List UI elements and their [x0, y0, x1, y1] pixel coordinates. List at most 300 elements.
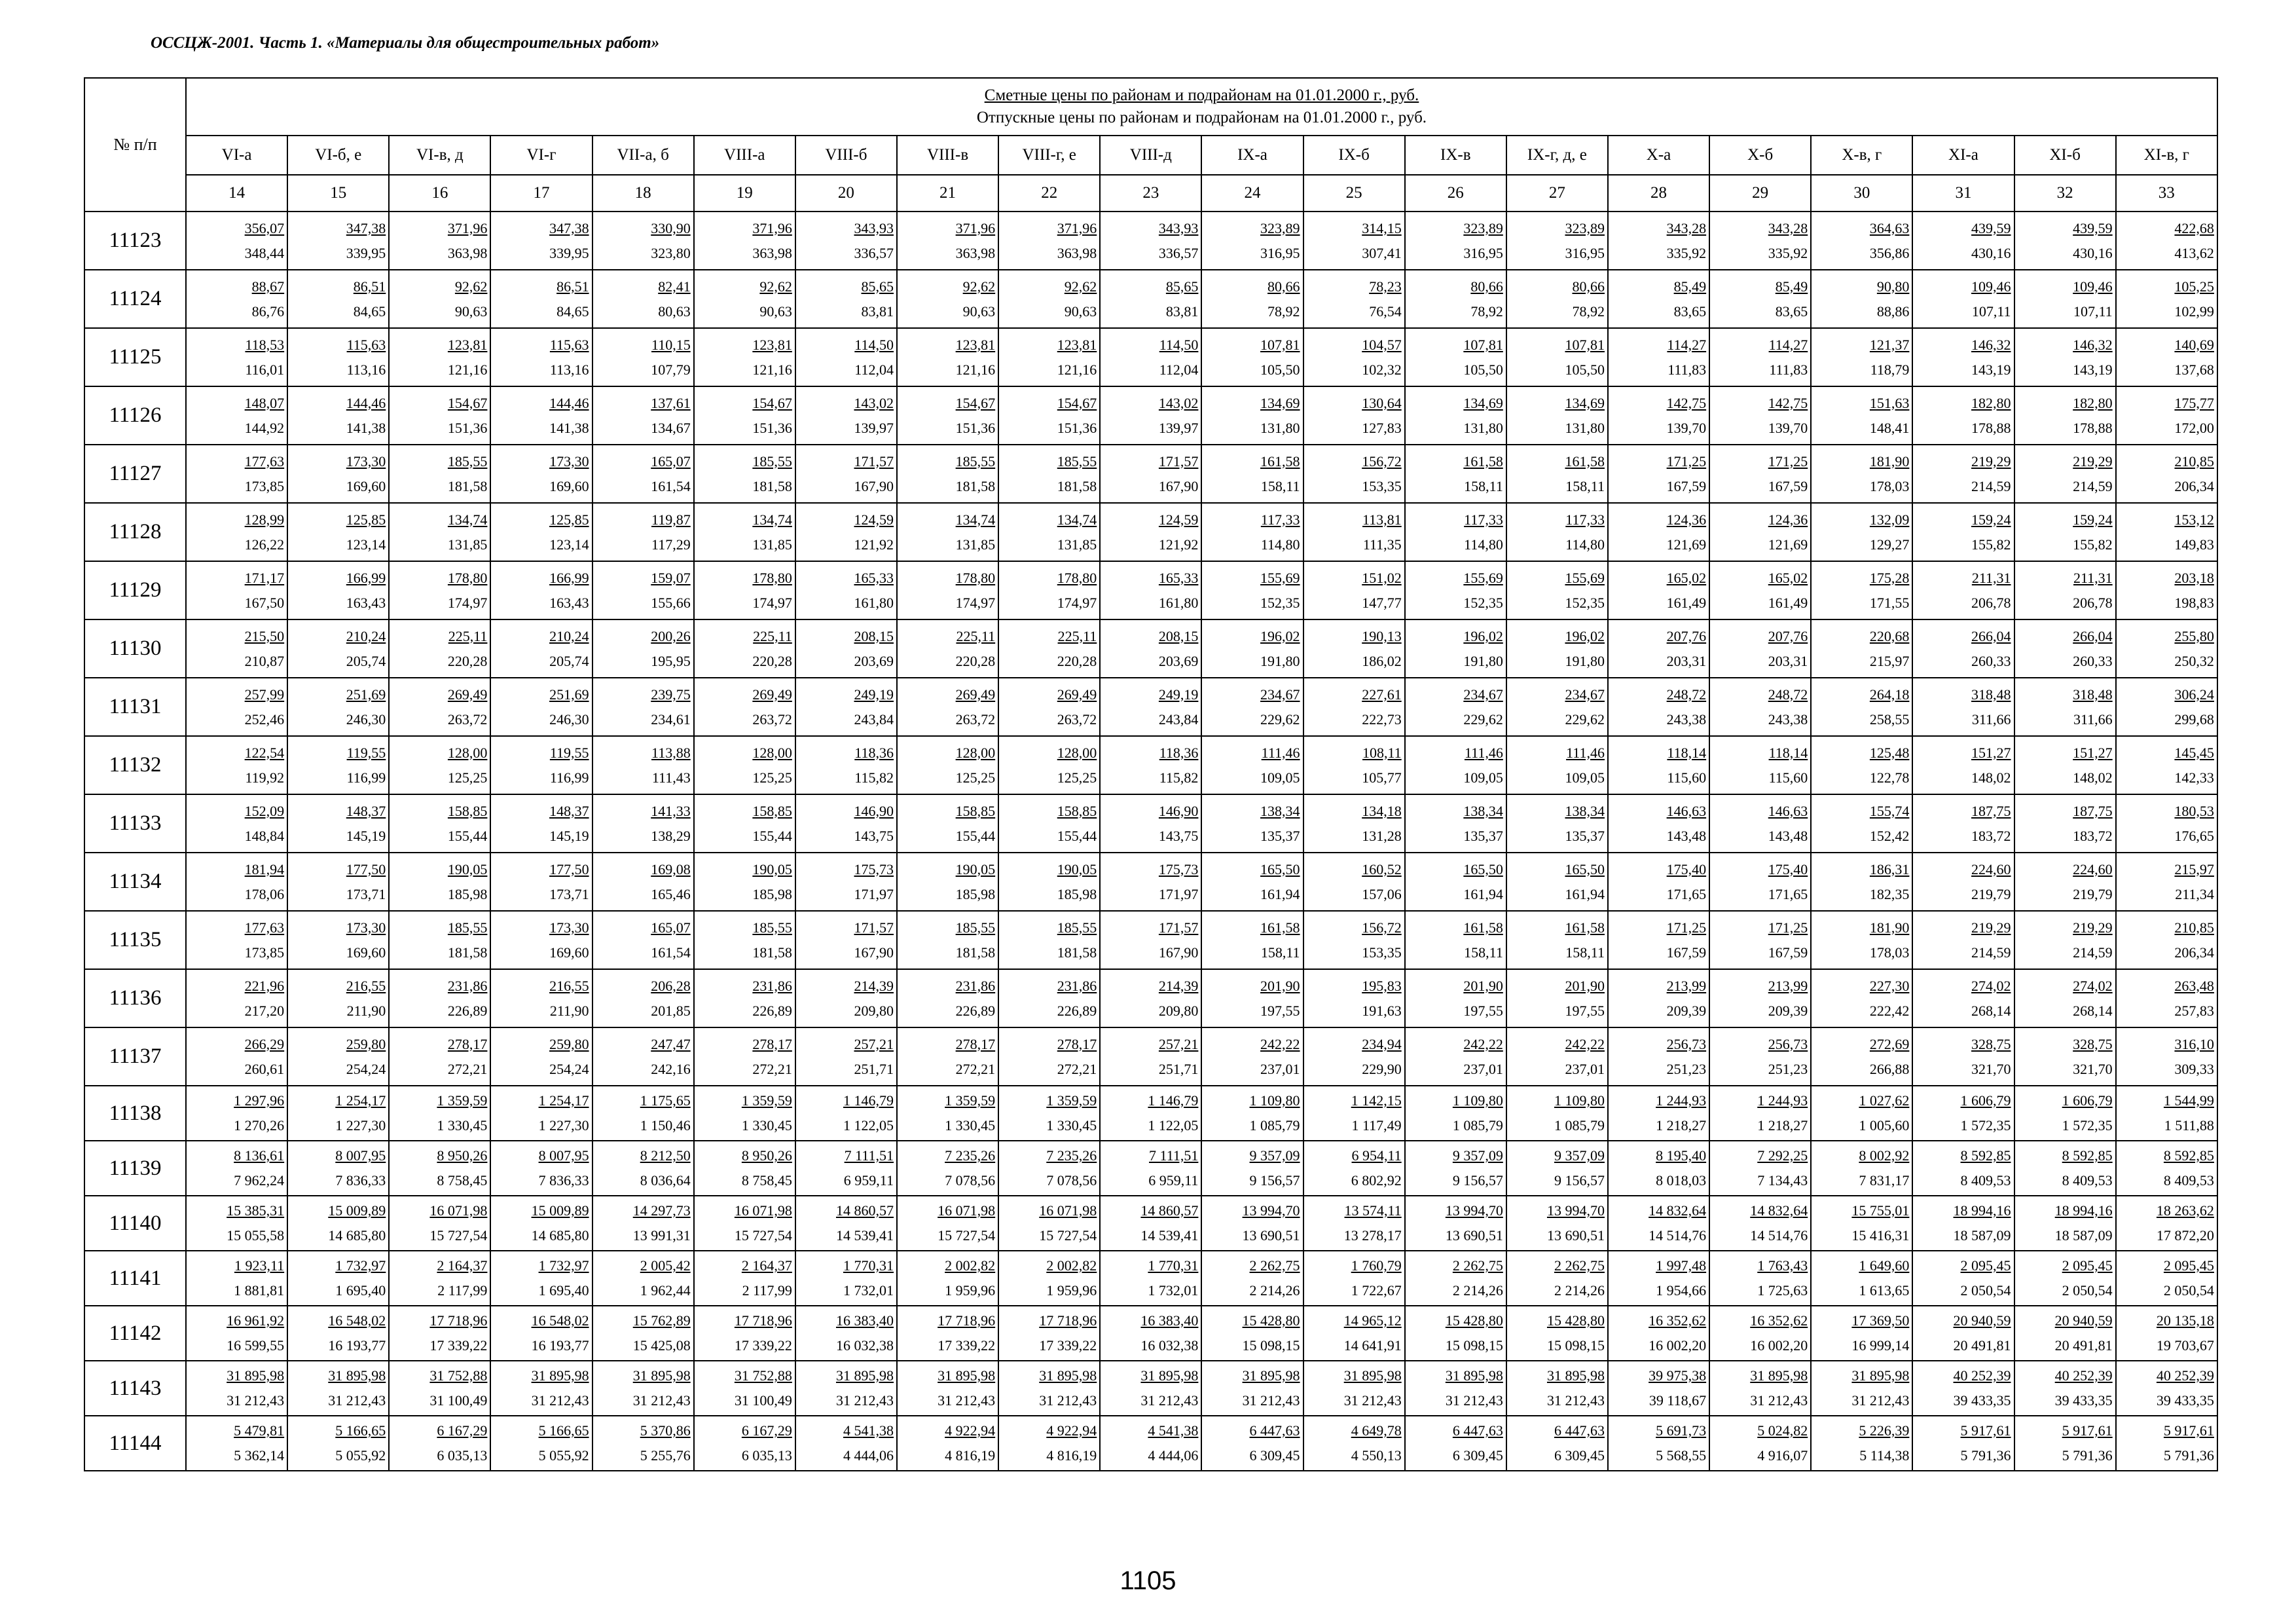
estimate-price: 213,99 — [1768, 977, 1808, 994]
release-price: 17 872,20 — [2156, 1227, 2214, 1244]
release-price: 8 409,53 — [1960, 1172, 2011, 1189]
release-price: 272,21 — [447, 1060, 488, 1077]
estimate-price: 8 950,26 — [437, 1147, 488, 1164]
estimate-price: 117,33 — [1464, 511, 1503, 528]
price-cell — [1811, 1361, 1912, 1416]
price-cell — [795, 736, 897, 794]
price-cell — [1201, 1027, 1303, 1086]
estimate-price: 343,28 — [1768, 219, 1808, 236]
estimate-price: 17 369,50 — [1851, 1312, 1910, 1329]
release-price: 1 150,46 — [640, 1117, 691, 1134]
page-number: 1105 — [1120, 1566, 1176, 1595]
release-price: 125,25 — [752, 769, 792, 786]
price-cell — [1709, 270, 1811, 328]
price-cell — [389, 969, 490, 1027]
price-cell — [1303, 561, 1405, 619]
estimate-price: 225,11 — [956, 627, 996, 644]
release-price: 1 330,45 — [1046, 1117, 1097, 1134]
estimate-price: 16 352,62 — [1649, 1312, 1707, 1329]
release-price: 272,21 — [752, 1060, 792, 1077]
material-code: 11143 — [84, 1361, 186, 1416]
release-price: 363,98 — [1057, 244, 1097, 261]
price-cell — [1303, 328, 1405, 386]
column-number: 18 — [592, 175, 694, 212]
price-cell — [1506, 794, 1608, 853]
price-cell — [186, 853, 287, 911]
estimate-price: 4 541,38 — [1148, 1422, 1199, 1439]
release-price: 20 491,81 — [1953, 1337, 2011, 1354]
estimate-price: 248,72 — [1768, 686, 1808, 703]
price-cell — [1201, 911, 1303, 969]
price-cell — [2014, 678, 2116, 736]
price-cell — [1506, 270, 1608, 328]
release-price: 173,71 — [346, 885, 386, 902]
estimate-price: 31 895,98 — [227, 1367, 285, 1384]
release-price: 181,58 — [752, 477, 792, 494]
estimate-price: 17 718,96 — [938, 1312, 996, 1329]
release-price: 13 690,51 — [1546, 1227, 1605, 1244]
price-cell — [1811, 969, 1912, 1027]
estimate-price: 13 574,11 — [1344, 1202, 1402, 1219]
price-cell — [1201, 1306, 1303, 1361]
estimate-price: 171,17 — [244, 569, 285, 586]
price-cell — [1912, 503, 2014, 561]
price-cell — [1201, 503, 1303, 561]
price-cell — [1506, 561, 1608, 619]
price-cell — [1608, 736, 1709, 794]
estimate-price: 8 002,92 — [1859, 1147, 1910, 1164]
price-cell — [287, 503, 389, 561]
release-price: 167,90 — [854, 944, 894, 961]
price-cell — [389, 619, 490, 678]
price-cell — [389, 1306, 490, 1361]
price-cell — [998, 1027, 1100, 1086]
material-code: 11142 — [84, 1306, 186, 1361]
price-cell — [1608, 1306, 1709, 1361]
estimate-price: 219,29 — [1971, 919, 2011, 936]
release-price: 152,35 — [1463, 594, 1503, 611]
district-header: VII-а, б — [592, 136, 694, 175]
release-price: 167,59 — [1666, 944, 1707, 961]
estimate-price: 371,96 — [752, 219, 792, 236]
release-price: 214,59 — [2073, 477, 2113, 494]
release-price: 143,75 — [1158, 827, 1199, 844]
price-cell — [389, 270, 490, 328]
release-price: 174,97 — [1057, 594, 1097, 611]
release-price: 131,80 — [1260, 419, 1300, 436]
release-price: 7 831,17 — [1859, 1172, 1910, 1189]
district-header: XI-б — [2014, 136, 2116, 175]
estimate-price: 161,58 — [1260, 919, 1300, 936]
estimate-price: 190,13 — [1362, 627, 1402, 644]
price-cell — [389, 911, 490, 969]
estimate-price: 16 548,02 — [531, 1312, 589, 1329]
estimate-price: 154,67 — [752, 394, 792, 411]
estimate-price: 1 359,59 — [437, 1092, 488, 1109]
estimate-price: 16 383,40 — [835, 1312, 894, 1329]
district-header: IX-б — [1303, 136, 1405, 175]
estimate-price: 5 226,39 — [1859, 1422, 1910, 1439]
estimate-price: 328,75 — [2073, 1035, 2113, 1052]
estimate-price: 16 071,98 — [938, 1202, 996, 1219]
material-code: 11131 — [84, 678, 186, 736]
price-cell — [1506, 386, 1608, 445]
price-cell — [1608, 969, 1709, 1027]
release-price: 1 695,40 — [335, 1282, 386, 1299]
price-cell — [998, 853, 1100, 911]
material-code: 11127 — [84, 445, 186, 503]
district-header: VIII-г, е — [998, 136, 1100, 175]
release-price: 7 078,56 — [945, 1172, 996, 1189]
estimate-price: 155,74 — [1869, 802, 1910, 819]
price-cell — [1912, 1086, 2014, 1141]
estimate-price: 1 649,60 — [1859, 1257, 1910, 1274]
estimate-price: 111,46 — [1464, 744, 1503, 761]
price-cell — [490, 911, 592, 969]
price-cell — [694, 619, 795, 678]
estimate-price: 8 195,40 — [1656, 1147, 1707, 1164]
price-cell — [1100, 1306, 1201, 1361]
price-cell — [795, 328, 897, 386]
price-cell — [287, 1027, 389, 1086]
estimate-price: 422,68 — [2174, 219, 2214, 236]
district-header: X-в, г — [1811, 136, 1912, 175]
price-cell — [490, 1141, 592, 1196]
price-cell — [592, 328, 694, 386]
release-price: 14 539,41 — [835, 1227, 894, 1244]
release-price: 15 727,54 — [938, 1227, 996, 1244]
price-cell — [389, 736, 490, 794]
estimate-price: 227,30 — [1869, 977, 1910, 994]
estimate-price: 122,54 — [244, 744, 285, 761]
price-cell — [795, 1306, 897, 1361]
estimate-price: 16 383,40 — [1140, 1312, 1199, 1329]
estimate-price: 178,80 — [1057, 569, 1097, 586]
release-price: 217,20 — [244, 1002, 285, 1019]
price-cell — [1405, 911, 1506, 969]
release-price: 142,33 — [2174, 769, 2214, 786]
price-cell — [1100, 1416, 1201, 1471]
release-price: 9 156,57 — [1249, 1172, 1300, 1189]
estimate-price: 269,49 — [752, 686, 792, 703]
release-price: 203,69 — [1158, 652, 1199, 669]
table-row — [84, 969, 2217, 1027]
estimate-price: 85,65 — [1165, 278, 1199, 295]
price-cell — [592, 212, 694, 270]
estimate-price: 165,02 — [1666, 569, 1707, 586]
release-price: 219,79 — [2073, 885, 2113, 902]
estimate-price: 219,29 — [2073, 452, 2113, 470]
estimate-price: 1 175,65 — [640, 1092, 691, 1109]
price-cell — [694, 561, 795, 619]
price-cell — [287, 678, 389, 736]
price-cell — [389, 794, 490, 853]
release-price: 242,16 — [651, 1060, 691, 1077]
price-cell — [1100, 736, 1201, 794]
estimate-price: 1 254,17 — [538, 1092, 589, 1109]
estimate-price: 6 167,29 — [741, 1422, 792, 1439]
estimate-price: 1 244,93 — [1757, 1092, 1808, 1109]
release-price: 201,85 — [651, 1002, 691, 1019]
release-price: 151,36 — [752, 419, 792, 436]
estimate-price: 31 895,98 — [328, 1367, 386, 1384]
release-price: 145,19 — [346, 827, 386, 844]
price-cell — [1811, 503, 1912, 561]
column-number: 16 — [389, 175, 490, 212]
price-cell — [389, 445, 490, 503]
release-price: 107,79 — [651, 361, 691, 378]
release-price: 174,97 — [447, 594, 488, 611]
price-cell — [186, 212, 287, 270]
table-row — [84, 911, 2217, 969]
estimate-price: 239,75 — [651, 686, 691, 703]
release-price: 31 212,43 — [1140, 1392, 1199, 1409]
table-row — [84, 503, 2217, 561]
price-cell — [1405, 794, 1506, 853]
release-price: 78,92 — [1572, 303, 1605, 320]
release-price: 7 078,56 — [1046, 1172, 1097, 1189]
estimate-price: 13 994,70 — [1242, 1202, 1300, 1219]
release-price: 268,14 — [2073, 1002, 2113, 1019]
estimate-price: 158,85 — [447, 802, 488, 819]
release-price: 135,37 — [1260, 827, 1300, 844]
estimate-price: 249,19 — [1158, 686, 1199, 703]
release-price: 14 685,80 — [531, 1227, 589, 1244]
release-price: 173,71 — [549, 885, 589, 902]
price-cell — [1709, 911, 1811, 969]
estimate-price: 125,85 — [549, 511, 589, 528]
price-cell — [2116, 386, 2217, 445]
release-price: 243,84 — [854, 710, 894, 728]
table-row — [84, 736, 2217, 794]
estimate-price: 216,55 — [346, 977, 386, 994]
price-cell — [1608, 678, 1709, 736]
estimate-price: 161,58 — [1565, 452, 1605, 470]
release-price: 115,82 — [854, 769, 894, 786]
release-price: 111,35 — [1362, 536, 1402, 553]
price-cell — [2116, 1086, 2217, 1141]
release-price: 5 255,76 — [640, 1447, 691, 1464]
estimate-price: 5 479,81 — [234, 1422, 285, 1439]
price-cell — [1100, 503, 1201, 561]
estimate-price: 109,46 — [1971, 278, 2011, 295]
release-price: 31 100,49 — [734, 1392, 792, 1409]
price-cell — [1405, 1361, 1506, 1416]
price-cell — [1709, 1361, 1811, 1416]
estimate-price: 185,55 — [752, 919, 792, 936]
price-cell — [2014, 212, 2116, 270]
release-price: 31 212,43 — [1546, 1392, 1605, 1409]
release-price: 178,06 — [244, 885, 285, 902]
release-price: 138,29 — [651, 827, 691, 844]
estimate-price: 1 244,93 — [1656, 1092, 1707, 1109]
estimate-price: 119,55 — [549, 744, 589, 761]
price-cell — [897, 328, 998, 386]
price-cell — [1506, 212, 1608, 270]
release-price: 9 156,57 — [1452, 1172, 1503, 1189]
price-cell — [2116, 212, 2217, 270]
column-number: 31 — [1912, 175, 2014, 212]
price-cell — [1100, 1141, 1201, 1196]
district-header: VIII-а — [694, 136, 795, 175]
release-price: 181,58 — [1057, 944, 1097, 961]
estimate-price: 278,17 — [955, 1035, 996, 1052]
estimate-price: 4 649,78 — [1351, 1422, 1402, 1439]
release-price: 139,97 — [1158, 419, 1199, 436]
release-price: 8 758,45 — [437, 1172, 488, 1189]
price-cell — [1912, 1141, 2014, 1196]
release-price: 155,44 — [752, 827, 792, 844]
release-price: 251,71 — [854, 1060, 894, 1077]
estimate-price: 185,55 — [1057, 452, 1097, 470]
release-price: 1 330,45 — [741, 1117, 792, 1134]
estimate-price: 196,02 — [1565, 627, 1605, 644]
column-number: 15 — [287, 175, 389, 212]
material-code: 11138 — [84, 1086, 186, 1141]
estimate-price: 251,69 — [549, 686, 589, 703]
release-price: 153,35 — [1362, 944, 1402, 961]
release-price: 1 085,79 — [1249, 1117, 1300, 1134]
price-cell — [694, 1251, 795, 1306]
estimate-price: 171,25 — [1666, 919, 1707, 936]
release-price: 116,99 — [346, 769, 386, 786]
release-price: 7 836,33 — [538, 1172, 589, 1189]
estimate-price: 151,02 — [1362, 569, 1402, 586]
price-table — [84, 77, 2218, 1471]
estimate-price: 219,29 — [1971, 452, 2011, 470]
price-cell — [998, 1086, 1100, 1141]
price-cell — [998, 270, 1100, 328]
release-price: 174,97 — [752, 594, 792, 611]
estimate-price: 278,17 — [1057, 1035, 1097, 1052]
release-price: 5 791,36 — [2163, 1447, 2214, 1464]
release-price: 13 690,51 — [1445, 1227, 1503, 1244]
price-cell — [490, 503, 592, 561]
release-price: 226,89 — [955, 1002, 996, 1019]
price-cell — [490, 969, 592, 1027]
price-cell — [287, 736, 389, 794]
material-code: 11133 — [84, 794, 186, 853]
release-price: 171,97 — [1158, 885, 1199, 902]
price-cell — [287, 1416, 389, 1471]
estimate-price: 210,85 — [2174, 452, 2214, 470]
estimate-price: 171,25 — [1666, 452, 1707, 470]
release-price: 167,59 — [1768, 944, 1808, 961]
release-price: 116,01 — [245, 361, 285, 378]
price-cell — [1709, 1196, 1811, 1251]
release-price: 195,95 — [651, 652, 691, 669]
release-price: 161,80 — [854, 594, 894, 611]
price-cell — [998, 969, 1100, 1027]
release-price: 185,98 — [955, 885, 996, 902]
estimate-price: 220,68 — [1869, 627, 1910, 644]
price-cell — [1405, 561, 1506, 619]
estimate-price: 175,40 — [1666, 860, 1707, 877]
release-price: 252,46 — [244, 710, 285, 728]
estimate-price: 144,46 — [346, 394, 386, 411]
price-cell — [998, 328, 1100, 386]
table-row — [84, 1141, 2217, 1196]
release-price: 109,05 — [1565, 769, 1605, 786]
price-cell — [287, 445, 389, 503]
estimate-price: 104,57 — [1362, 336, 1402, 353]
release-price: 15 727,54 — [734, 1227, 792, 1244]
release-price: 161,54 — [651, 477, 691, 494]
release-price: 2 050,54 — [1960, 1282, 2011, 1299]
table-row — [84, 794, 2217, 853]
column-number: 33 — [2116, 175, 2217, 212]
estimate-price: 175,73 — [1158, 860, 1199, 877]
estimate-price: 14 860,57 — [1140, 1202, 1199, 1219]
release-price: 5 568,55 — [1656, 1447, 1707, 1464]
price-cell — [694, 328, 795, 386]
release-price: 257,83 — [2174, 1002, 2214, 1019]
estimate-price: 121,37 — [1869, 336, 1910, 353]
estimate-price: 31 895,98 — [1242, 1367, 1300, 1384]
price-cell — [1405, 736, 1506, 794]
release-price: 31 212,43 — [1343, 1392, 1402, 1409]
estimate-price: 1 544,99 — [2163, 1092, 2214, 1109]
estimate-price: 316,10 — [2174, 1035, 2214, 1052]
price-cell — [1405, 1027, 1506, 1086]
estimate-price: 165,07 — [651, 919, 691, 936]
release-price: 169,60 — [549, 944, 589, 961]
column-number: 27 — [1506, 175, 1608, 212]
release-price: 90,63 — [759, 303, 792, 320]
release-price: 237,01 — [1463, 1060, 1503, 1077]
release-price: 121,16 — [1057, 361, 1097, 378]
price-cell — [1405, 1251, 1506, 1306]
release-price: 178,03 — [1869, 944, 1910, 961]
price-cell — [1608, 1141, 1709, 1196]
price-cell — [795, 969, 897, 1027]
material-code: 11139 — [84, 1141, 186, 1196]
estimate-price: 146,32 — [2073, 336, 2113, 353]
release-price: 1 511,88 — [2164, 1117, 2214, 1134]
release-price: 116,99 — [549, 769, 589, 786]
release-price: 13 690,51 — [1242, 1227, 1300, 1244]
release-price: 167,59 — [1666, 477, 1707, 494]
estimate-price: 201,90 — [1260, 977, 1300, 994]
price-cell — [694, 503, 795, 561]
price-cell — [1201, 561, 1303, 619]
estimate-price: 171,57 — [1158, 919, 1199, 936]
release-price: 5 362,14 — [234, 1447, 285, 1464]
estimate-price: 225,11 — [1057, 627, 1097, 644]
release-price: 205,74 — [346, 652, 386, 669]
release-price: 254,24 — [549, 1060, 589, 1077]
price-cell — [694, 212, 795, 270]
release-price: 152,35 — [1565, 594, 1605, 611]
release-price: 161,94 — [1463, 885, 1503, 902]
estimate-price: 242,22 — [1463, 1035, 1503, 1052]
release-price: 121,16 — [447, 361, 488, 378]
column-number: 25 — [1303, 175, 1405, 212]
price-cell — [186, 1416, 287, 1471]
estimate-price: 195,83 — [1362, 977, 1402, 994]
price-cell — [1709, 736, 1811, 794]
price-cell — [2014, 1141, 2116, 1196]
price-cell — [186, 1251, 287, 1306]
price-cell — [1201, 445, 1303, 503]
estimate-price: 16 548,02 — [328, 1312, 386, 1329]
release-price: 182,35 — [1869, 885, 1910, 902]
release-price: 1 613,65 — [1859, 1282, 1910, 1299]
price-cell — [186, 503, 287, 561]
release-price: 215,97 — [1869, 652, 1910, 669]
release-price: 186,02 — [1362, 652, 1402, 669]
release-price: 251,23 — [1768, 1060, 1808, 1077]
